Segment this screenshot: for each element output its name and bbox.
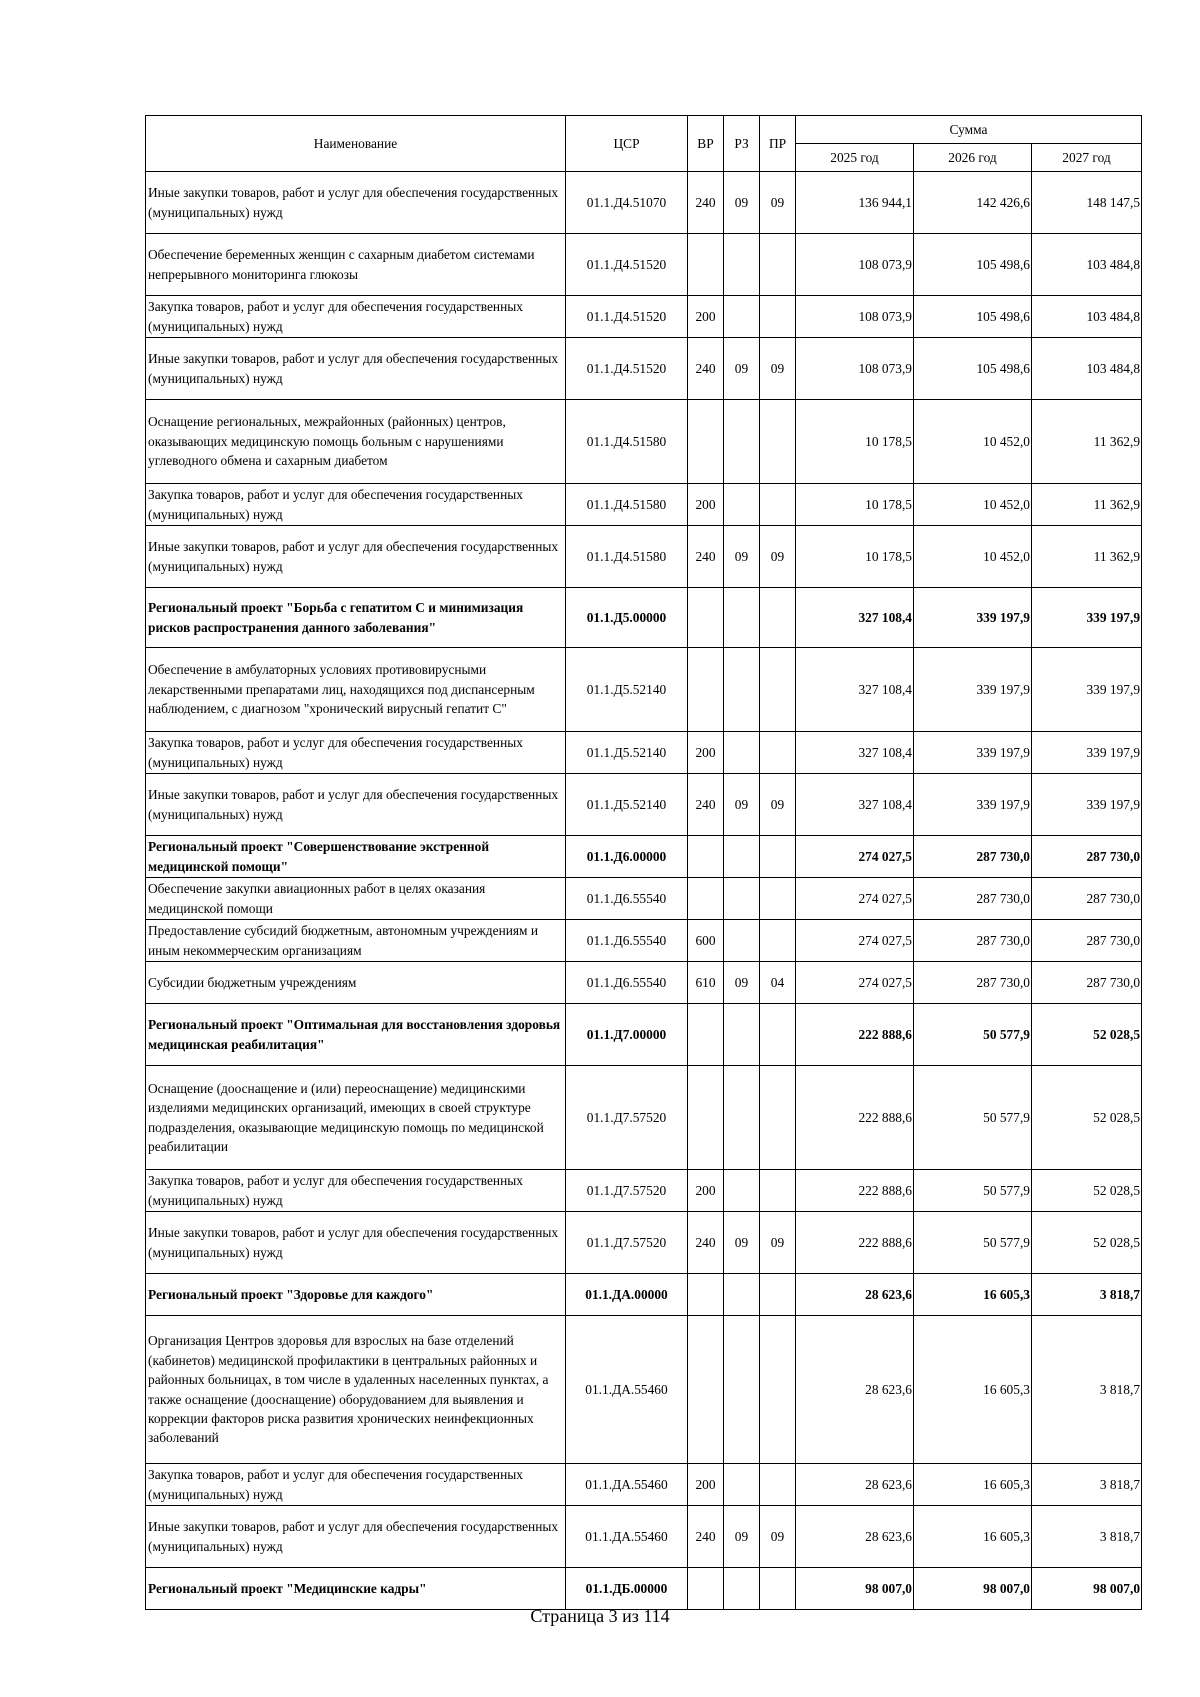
cell-vr: 240: [688, 338, 724, 400]
cell-sum-2027: 339 197,9: [1032, 648, 1142, 732]
cell-pr: [760, 732, 796, 774]
cell-rz: [724, 484, 760, 526]
cell-sum-2025: 274 027,5: [796, 878, 914, 920]
cell-sum-2026: 142 426,6: [914, 172, 1032, 234]
cell-sum-2025: 98 007,0: [796, 1568, 914, 1610]
budget-table: [145, 115, 1142, 1610]
cell-name: Обеспечение в амбулаторных условиях противовирусными лекарственными препаратами лиц, находящихся под диспансерным наблюдением, с диагнозом "хронический вирусный гепатит С": [146, 648, 566, 732]
cell-csr: 01.1.Д5.52140: [566, 732, 688, 774]
header-sum: Сумма: [796, 116, 1142, 144]
cell-name: Иные закупки товаров, работ и услуг для обеспечения государственных (муниципальных) нужд: [146, 1506, 566, 1568]
cell-rz: [724, 1004, 760, 1066]
table-row: [146, 338, 1142, 400]
cell-vr: [688, 1568, 724, 1610]
cell-rz: 09: [724, 338, 760, 400]
cell-vr: 200: [688, 296, 724, 338]
cell-pr: [760, 878, 796, 920]
cell-pr: 09: [760, 338, 796, 400]
cell-sum-2025: 222 888,6: [796, 1212, 914, 1274]
table-row: [146, 484, 1142, 526]
cell-rz: [724, 400, 760, 484]
cell-name: Иные закупки товаров, работ и услуг для обеспечения государственных (муниципальных) нужд: [146, 774, 566, 836]
cell-rz: 09: [724, 172, 760, 234]
cell-sum-2027: 3 818,7: [1032, 1506, 1142, 1568]
cell-rz: 09: [724, 526, 760, 588]
cell-csr: 01.1.Д6.55540: [566, 920, 688, 962]
cell-csr: 01.1.Д6.55540: [566, 962, 688, 1004]
cell-sum-2027: 98 007,0: [1032, 1568, 1142, 1610]
cell-csr: 01.1.Д4.51070: [566, 172, 688, 234]
cell-pr: 09: [760, 172, 796, 234]
cell-sum-2025: 222 888,6: [796, 1004, 914, 1066]
cell-rz: [724, 1066, 760, 1170]
cell-sum-2025: 327 108,4: [796, 588, 914, 648]
cell-rz: [724, 878, 760, 920]
cell-name: Закупка товаров, работ и услуг для обеспечения государственных (муниципальных) нужд: [146, 732, 566, 774]
table-row: [146, 1274, 1142, 1316]
cell-pr: [760, 1004, 796, 1066]
cell-name: Иные закупки товаров, работ и услуг для обеспечения государственных (муниципальных) нужд: [146, 526, 566, 588]
cell-name: Обеспечение закупки авиационных работ в целях оказания медицинской помощи: [146, 878, 566, 920]
cell-sum-2027: 3 818,7: [1032, 1274, 1142, 1316]
cell-sum-2025: 222 888,6: [796, 1066, 914, 1170]
cell-sum-2026: 16 605,3: [914, 1274, 1032, 1316]
cell-name: Региональный проект "Борьба с гепатитом С и минимизация рисков распространения данного заболевания": [146, 588, 566, 648]
cell-sum-2027: 52 028,5: [1032, 1212, 1142, 1274]
cell-sum-2027: 3 818,7: [1032, 1316, 1142, 1464]
cell-sum-2026: 16 605,3: [914, 1464, 1032, 1506]
cell-sum-2025: 274 027,5: [796, 920, 914, 962]
cell-sum-2027: 287 730,0: [1032, 836, 1142, 878]
cell-rz: 09: [724, 1212, 760, 1274]
cell-sum-2026: 50 577,9: [914, 1170, 1032, 1212]
table-row: [146, 1004, 1142, 1066]
table-row: [146, 234, 1142, 296]
cell-sum-2025: 222 888,6: [796, 1170, 914, 1212]
cell-pr: [760, 1066, 796, 1170]
table-row: [146, 962, 1142, 1004]
cell-pr: [760, 1274, 796, 1316]
cell-name: Организация Центров здоровья для взрослых на базе отделений (кабинетов) медицинской профилактики в центральных районных и районных больницах, в том числе в удаленных населенных пунктах, а также оснащение (дооснащение) оборудованием для выявления и коррекции факторов риска развития хронических неинфекционных заболеваний: [146, 1316, 566, 1464]
cell-csr: 01.1.Д7.57520: [566, 1066, 688, 1170]
cell-sum-2025: 108 073,9: [796, 338, 914, 400]
cell-name: Закупка товаров, работ и услуг для обеспечения государственных (муниципальных) нужд: [146, 1464, 566, 1506]
cell-csr: 01.1.Д4.51520: [566, 338, 688, 400]
table-body: [146, 172, 1142, 1610]
cell-sum-2027: 11 362,9: [1032, 484, 1142, 526]
table-row: [146, 526, 1142, 588]
cell-csr: 01.1.Д5.52140: [566, 774, 688, 836]
cell-sum-2025: 274 027,5: [796, 962, 914, 1004]
cell-rz: [724, 1316, 760, 1464]
cell-csr: 01.1.Д4.51580: [566, 526, 688, 588]
cell-sum-2027: 287 730,0: [1032, 962, 1142, 1004]
cell-pr: [760, 1316, 796, 1464]
table-row: [146, 1464, 1142, 1506]
cell-vr: 200: [688, 484, 724, 526]
cell-name: Иные закупки товаров, работ и услуг для обеспечения государственных (муниципальных) нужд: [146, 172, 566, 234]
page-number: Страница 3 из 114: [530, 1606, 670, 1626]
cell-sum-2025: 136 944,1: [796, 172, 914, 234]
cell-rz: [724, 732, 760, 774]
cell-rz: [724, 920, 760, 962]
table-row: [146, 588, 1142, 648]
cell-csr: 01.1.Д5.00000: [566, 588, 688, 648]
cell-sum-2026: 16 605,3: [914, 1506, 1032, 1568]
header-year-2026: 2026 год: [914, 144, 1032, 172]
cell-pr: [760, 1568, 796, 1610]
cell-pr: [760, 920, 796, 962]
cell-sum-2026: 105 498,6: [914, 296, 1032, 338]
cell-vr: [688, 878, 724, 920]
header-vr: ВР: [688, 116, 724, 172]
cell-name: Региональный проект "Оптимальная для восстановления здоровья медицинская реабилитация": [146, 1004, 566, 1066]
cell-csr: 01.1.ДА.55460: [566, 1464, 688, 1506]
cell-csr: 01.1.Д7.57520: [566, 1212, 688, 1274]
cell-csr: 01.1.ДА.55460: [566, 1316, 688, 1464]
table-row: [146, 1066, 1142, 1170]
cell-name: Иные закупки товаров, работ и услуг для обеспечения государственных (муниципальных) нужд: [146, 1212, 566, 1274]
cell-pr: 04: [760, 962, 796, 1004]
cell-name: Оснащение (дооснащение и (или) переоснащение) медицинскими изделиями медицинских организаций, имеющих в своей структуре подразделения, оказывающие медицинскую помощь по медицинской реабилитации: [146, 1066, 566, 1170]
cell-vr: [688, 400, 724, 484]
cell-pr: [760, 1170, 796, 1212]
cell-vr: 240: [688, 172, 724, 234]
table-row: [146, 1568, 1142, 1610]
cell-sum-2026: 50 577,9: [914, 1066, 1032, 1170]
cell-sum-2027: 339 197,9: [1032, 732, 1142, 774]
cell-csr: 01.1.Д4.51580: [566, 400, 688, 484]
cell-csr: 01.1.Д4.51580: [566, 484, 688, 526]
cell-name: Предоставление субсидий бюджетным, автономным учреждениям и иным некоммерческим организациям: [146, 920, 566, 962]
cell-csr: 01.1.Д4.51520: [566, 234, 688, 296]
cell-rz: [724, 234, 760, 296]
header-year-2027: 2027 год: [1032, 144, 1142, 172]
cell-name: Закупка товаров, работ и услуг для обеспечения государственных (муниципальных) нужд: [146, 484, 566, 526]
table-row: [146, 172, 1142, 234]
table-row: [146, 732, 1142, 774]
cell-name: Субсидии бюджетным учреждениям: [146, 962, 566, 1004]
cell-rz: 09: [724, 774, 760, 836]
cell-sum-2026: 287 730,0: [914, 920, 1032, 962]
cell-vr: [688, 648, 724, 732]
cell-sum-2027: 11 362,9: [1032, 526, 1142, 588]
cell-pr: [760, 484, 796, 526]
cell-vr: [688, 836, 724, 878]
cell-csr: 01.1.Д6.55540: [566, 878, 688, 920]
cell-sum-2026: 287 730,0: [914, 878, 1032, 920]
cell-rz: [724, 588, 760, 648]
cell-sum-2025: 28 623,6: [796, 1506, 914, 1568]
cell-pr: [760, 296, 796, 338]
cell-vr: [688, 1316, 724, 1464]
cell-csr: 01.1.ДА.55460: [566, 1506, 688, 1568]
cell-pr: [760, 588, 796, 648]
cell-vr: 600: [688, 920, 724, 962]
cell-sum-2027: 103 484,8: [1032, 338, 1142, 400]
cell-vr: [688, 234, 724, 296]
table-row: [146, 1316, 1142, 1464]
cell-sum-2026: 105 498,6: [914, 338, 1032, 400]
cell-sum-2027: 11 362,9: [1032, 400, 1142, 484]
table-row: [146, 1212, 1142, 1274]
cell-sum-2025: 28 623,6: [796, 1316, 914, 1464]
header-csr: ЦСР: [566, 116, 688, 172]
cell-sum-2026: 10 452,0: [914, 526, 1032, 588]
cell-sum-2025: 108 073,9: [796, 234, 914, 296]
cell-csr: 01.1.Д4.51520: [566, 296, 688, 338]
cell-vr: [688, 1066, 724, 1170]
header-year-2025: 2025 год: [796, 144, 914, 172]
header-pr: ПР: [760, 116, 796, 172]
cell-sum-2025: 327 108,4: [796, 648, 914, 732]
cell-pr: 09: [760, 526, 796, 588]
cell-name: Иные закупки товаров, работ и услуг для обеспечения государственных (муниципальных) нужд: [146, 338, 566, 400]
table-row: [146, 774, 1142, 836]
cell-vr: 200: [688, 732, 724, 774]
cell-vr: [688, 588, 724, 648]
cell-pr: [760, 400, 796, 484]
cell-rz: 09: [724, 1506, 760, 1568]
cell-sum-2025: 327 108,4: [796, 732, 914, 774]
table-row: [146, 920, 1142, 962]
cell-csr: 01.1.Д6.00000: [566, 836, 688, 878]
cell-pr: 09: [760, 1506, 796, 1568]
cell-sum-2027: 287 730,0: [1032, 878, 1142, 920]
cell-vr: 610: [688, 962, 724, 1004]
cell-sum-2027: 103 484,8: [1032, 296, 1142, 338]
cell-sum-2027: 287 730,0: [1032, 920, 1142, 962]
cell-pr: [760, 1464, 796, 1506]
cell-rz: [724, 1274, 760, 1316]
cell-sum-2027: 52 028,5: [1032, 1170, 1142, 1212]
cell-sum-2026: 339 197,9: [914, 588, 1032, 648]
cell-sum-2025: 327 108,4: [796, 774, 914, 836]
cell-name: Закупка товаров, работ и услуг для обеспечения государственных (муниципальных) нужд: [146, 1170, 566, 1212]
cell-sum-2026: 287 730,0: [914, 836, 1032, 878]
cell-rz: [724, 836, 760, 878]
cell-pr: 09: [760, 1212, 796, 1274]
cell-sum-2026: 339 197,9: [914, 648, 1032, 732]
cell-csr: 01.1.Д5.52140: [566, 648, 688, 732]
cell-sum-2026: 16 605,3: [914, 1316, 1032, 1464]
cell-pr: [760, 836, 796, 878]
cell-sum-2026: 10 452,0: [914, 484, 1032, 526]
cell-pr: [760, 648, 796, 732]
cell-vr: [688, 1004, 724, 1066]
header-row-top: [146, 116, 1142, 144]
cell-csr: 01.1.Д7.00000: [566, 1004, 688, 1066]
header-rz: РЗ: [724, 116, 760, 172]
cell-sum-2027: 339 197,9: [1032, 774, 1142, 836]
cell-name: Оснащение региональных, межрайонных (районных) центров, оказывающих медицинскую помощь больным с нарушениями углеводного обмена и сахарным диабетом: [146, 400, 566, 484]
cell-sum-2026: 50 577,9: [914, 1004, 1032, 1066]
table-row: [146, 1506, 1142, 1568]
cell-sum-2027: 148 147,5: [1032, 172, 1142, 234]
cell-vr: 200: [688, 1170, 724, 1212]
cell-sum-2027: 52 028,5: [1032, 1004, 1142, 1066]
cell-rz: [724, 648, 760, 732]
table-row: [146, 648, 1142, 732]
cell-pr: 09: [760, 774, 796, 836]
cell-name: Региональный проект "Совершенствование экстренной медицинской помощи": [146, 836, 566, 878]
cell-sum-2026: 287 730,0: [914, 962, 1032, 1004]
cell-rz: [724, 1170, 760, 1212]
cell-sum-2025: 28 623,6: [796, 1464, 914, 1506]
cell-rz: [724, 296, 760, 338]
cell-csr: 01.1.ДБ.00000: [566, 1568, 688, 1610]
cell-sum-2026: 339 197,9: [914, 732, 1032, 774]
cell-sum-2026: 50 577,9: [914, 1212, 1032, 1274]
cell-csr: 01.1.Д7.57520: [566, 1170, 688, 1212]
cell-vr: 240: [688, 526, 724, 588]
cell-vr: 200: [688, 1464, 724, 1506]
cell-vr: 240: [688, 1212, 724, 1274]
cell-vr: [688, 1274, 724, 1316]
cell-sum-2027: 339 197,9: [1032, 588, 1142, 648]
cell-name: Обеспечение беременных женщин с сахарным диабетом системами непрерывного мониторинга глюкозы: [146, 234, 566, 296]
cell-sum-2027: 103 484,8: [1032, 234, 1142, 296]
cell-vr: 240: [688, 1506, 724, 1568]
cell-sum-2025: 10 178,5: [796, 526, 914, 588]
table-row: [146, 878, 1142, 920]
table-row: [146, 296, 1142, 338]
cell-sum-2025: 274 027,5: [796, 836, 914, 878]
table-row: [146, 400, 1142, 484]
cell-rz: 09: [724, 962, 760, 1004]
cell-sum-2025: 108 073,9: [796, 296, 914, 338]
header-name: Наименование: [146, 116, 566, 172]
cell-rz: [724, 1568, 760, 1610]
cell-sum-2027: 3 818,7: [1032, 1464, 1142, 1506]
cell-name: Закупка товаров, работ и услуг для обеспечения государственных (муниципальных) нужд: [146, 296, 566, 338]
cell-sum-2025: 10 178,5: [796, 484, 914, 526]
cell-pr: [760, 234, 796, 296]
cell-sum-2025: 10 178,5: [796, 400, 914, 484]
cell-sum-2026: 98 007,0: [914, 1568, 1032, 1610]
cell-sum-2026: 105 498,6: [914, 234, 1032, 296]
cell-name: Региональный проект "Медицинские кадры": [146, 1568, 566, 1610]
cell-vr: 240: [688, 774, 724, 836]
cell-sum-2027: 52 028,5: [1032, 1066, 1142, 1170]
cell-sum-2026: 339 197,9: [914, 774, 1032, 836]
cell-name: Региональный проект "Здоровье для каждого": [146, 1274, 566, 1316]
cell-sum-2026: 10 452,0: [914, 400, 1032, 484]
table-row: [146, 836, 1142, 878]
cell-rz: [724, 1464, 760, 1506]
table-row: [146, 1170, 1142, 1212]
cell-csr: 01.1.ДА.00000: [566, 1274, 688, 1316]
cell-sum-2025: 28 623,6: [796, 1274, 914, 1316]
